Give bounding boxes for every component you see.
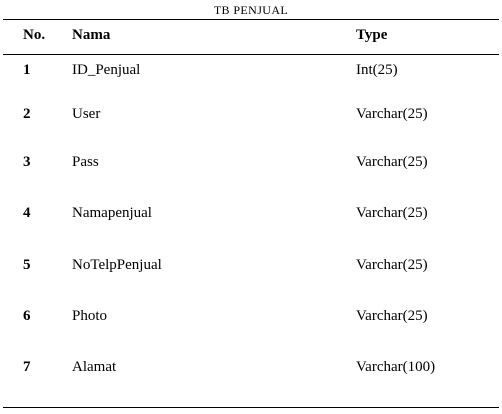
row-number: 5	[23, 257, 31, 273]
field-type: Int(25)	[356, 62, 398, 78]
table-top-rule	[3, 19, 499, 20]
row-number: 2	[23, 106, 31, 122]
field-type: Varchar(25)	[356, 308, 428, 324]
field-type: Varchar(25)	[356, 257, 428, 273]
field-type: Varchar(100)	[356, 359, 436, 375]
field-name: Photo	[72, 308, 108, 324]
table-header-rule	[3, 54, 499, 55]
table-caption: TB PENJUAL	[213, 3, 289, 17]
header-nama: Nama	[72, 27, 111, 43]
field-name: ID_Penjual	[72, 62, 141, 78]
field-type: Varchar(25)	[356, 106, 428, 122]
header-type: Type	[356, 27, 388, 43]
row-number: 1	[23, 62, 31, 78]
row-number: 4	[23, 205, 31, 221]
field-name: NoTelpPenjual	[72, 257, 162, 273]
field-name: Alamat	[72, 359, 117, 375]
table-bottom-rule	[3, 407, 499, 408]
header-no: No.	[23, 27, 46, 43]
row-number: 6	[23, 308, 31, 324]
row-number: 3	[23, 154, 31, 170]
field-type: Varchar(25)	[356, 154, 428, 170]
field-name: User	[72, 106, 101, 122]
field-name: Namapenjual	[72, 205, 152, 221]
field-type: Varchar(25)	[356, 205, 428, 221]
row-number: 7	[23, 359, 31, 375]
field-name: Pass	[72, 154, 99, 170]
